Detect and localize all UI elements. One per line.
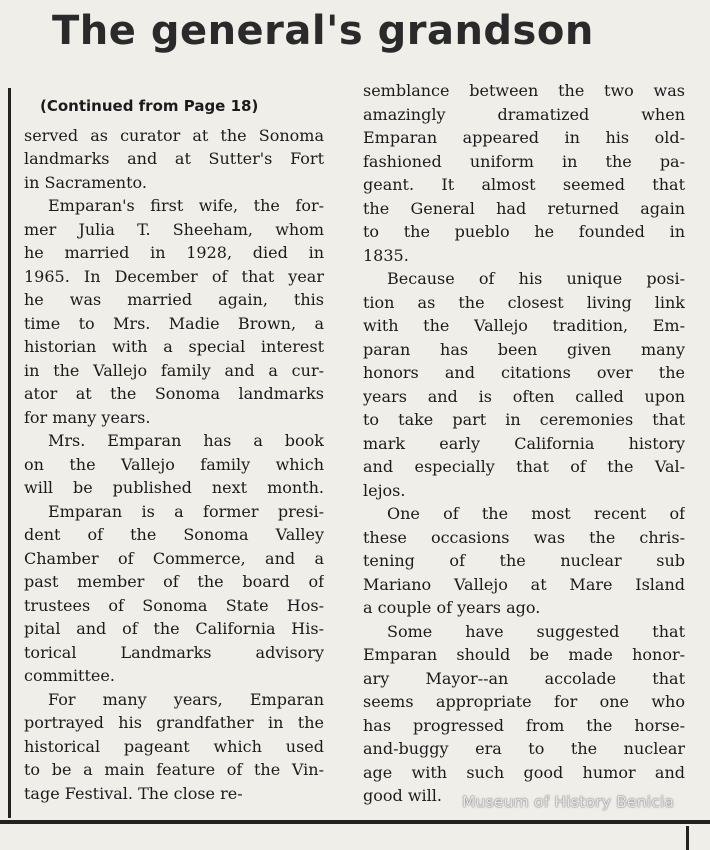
article-line: he married in 1928, died in <box>24 243 324 262</box>
bottom-rule <box>0 820 710 824</box>
article-line: he was married again, this <box>24 290 324 309</box>
article-line: Some have suggested that <box>387 621 685 641</box>
article-line: seems appropriate for one who <box>363 692 685 711</box>
article-line: Emparan should be made honor- <box>363 645 685 664</box>
article-line: 1965. In December of that year <box>24 266 324 286</box>
article-line: Chamber of Commerce, and a <box>24 548 324 568</box>
article-line: lejos. <box>363 480 406 500</box>
article-line: and especially that of the Val- <box>363 457 685 476</box>
article-line: historian with a special interest <box>24 337 324 356</box>
article-line: tion as the closest living link <box>363 292 685 312</box>
article-line: honors and citations over the <box>363 363 685 382</box>
article-line: Mariano Vallejo at Mare Island <box>363 574 685 594</box>
article-line: these occasions was the chris- <box>363 527 685 547</box>
article-line: and-buggy era to the nuclear <box>363 739 685 758</box>
article-line: Mrs. Emparan has a book <box>48 431 324 450</box>
article-line: tage Festival. The close re- <box>24 783 243 803</box>
article-line: mark early California history <box>363 433 685 453</box>
article-line: to be a main feature of the Vin- <box>24 760 324 779</box>
article-line: One of the most recent of <box>387 504 685 523</box>
article-line: torical Landmarks advisory <box>24 642 324 662</box>
headline: The general's grandson <box>52 8 594 54</box>
article-line: tening of the nuclear sub <box>363 551 685 570</box>
article-line: committee. <box>24 666 115 685</box>
article-line: trustees of Sonoma State Hos- <box>24 595 324 615</box>
article-line: good will. <box>363 786 442 805</box>
article-line: time to Mrs. Madie Brown, a <box>24 313 324 333</box>
corner-rule <box>686 826 689 850</box>
article-line: with the Vallejo tradition, Em- <box>363 316 685 335</box>
article-line: portrayed his grandfather in the <box>24 713 324 732</box>
article-line: landmarks and at Sutter's Fort <box>24 149 324 168</box>
article-line: Emparan appeared in his old- <box>363 128 685 147</box>
article-line: past member of the board of <box>24 572 324 591</box>
article-line: years and is often called upon <box>363 386 685 406</box>
article-line: For many years, Emparan <box>48 689 324 709</box>
article-line: in Sacramento. <box>24 172 147 192</box>
article-line: the General had returned again <box>363 198 685 218</box>
article-line: geant. It almost seemed that <box>363 175 685 194</box>
article-line: semblance between the two was <box>363 81 685 100</box>
article-line: ary Mayor--an accolade that <box>363 668 685 688</box>
article-line: amazingly dramatized when <box>363 104 685 124</box>
article-line: Because of his unique posi- <box>387 269 685 288</box>
article-line: to the pueblo he founded in <box>363 222 685 241</box>
article-line: fashioned uniform in the pa- <box>363 151 685 171</box>
article-line: a couple of years ago. <box>363 598 541 617</box>
watermark-text: Museum of History Benicia <box>462 793 675 811</box>
article-line: Emparan's first wife, the for- <box>48 196 324 215</box>
left-column <box>24 95 324 805</box>
article-line: served as curator at the Sonoma <box>24 125 324 145</box>
article-line: 1835. <box>363 245 409 265</box>
article-line: has progressed from the horse- <box>363 715 685 735</box>
article-line: age with such good humor and <box>363 762 685 782</box>
article-line: ator at the Sonoma landmarks <box>24 384 324 403</box>
continued-note: (Continued from Page 18) <box>40 97 259 115</box>
article-line: will be published next month. <box>24 478 324 497</box>
article-line: mer Julia T. Sheeham, whom <box>24 219 324 239</box>
article-line: to take part in ceremonies that <box>363 410 685 429</box>
article-line: for many years. <box>24 407 151 427</box>
article-line: pital and of the California His- <box>24 619 324 638</box>
article-line: paran has been given many <box>363 339 685 359</box>
article-line: historical pageant which used <box>24 736 324 756</box>
article-line: in the Vallejo family and a cur- <box>24 360 324 380</box>
article-line: on the Vallejo family which <box>24 454 324 474</box>
article-line: dent of the Sonoma Valley <box>24 525 324 544</box>
column-rule-left <box>8 88 11 818</box>
right-column <box>363 79 685 808</box>
article-line: Emparan is a former presi- <box>48 501 324 521</box>
